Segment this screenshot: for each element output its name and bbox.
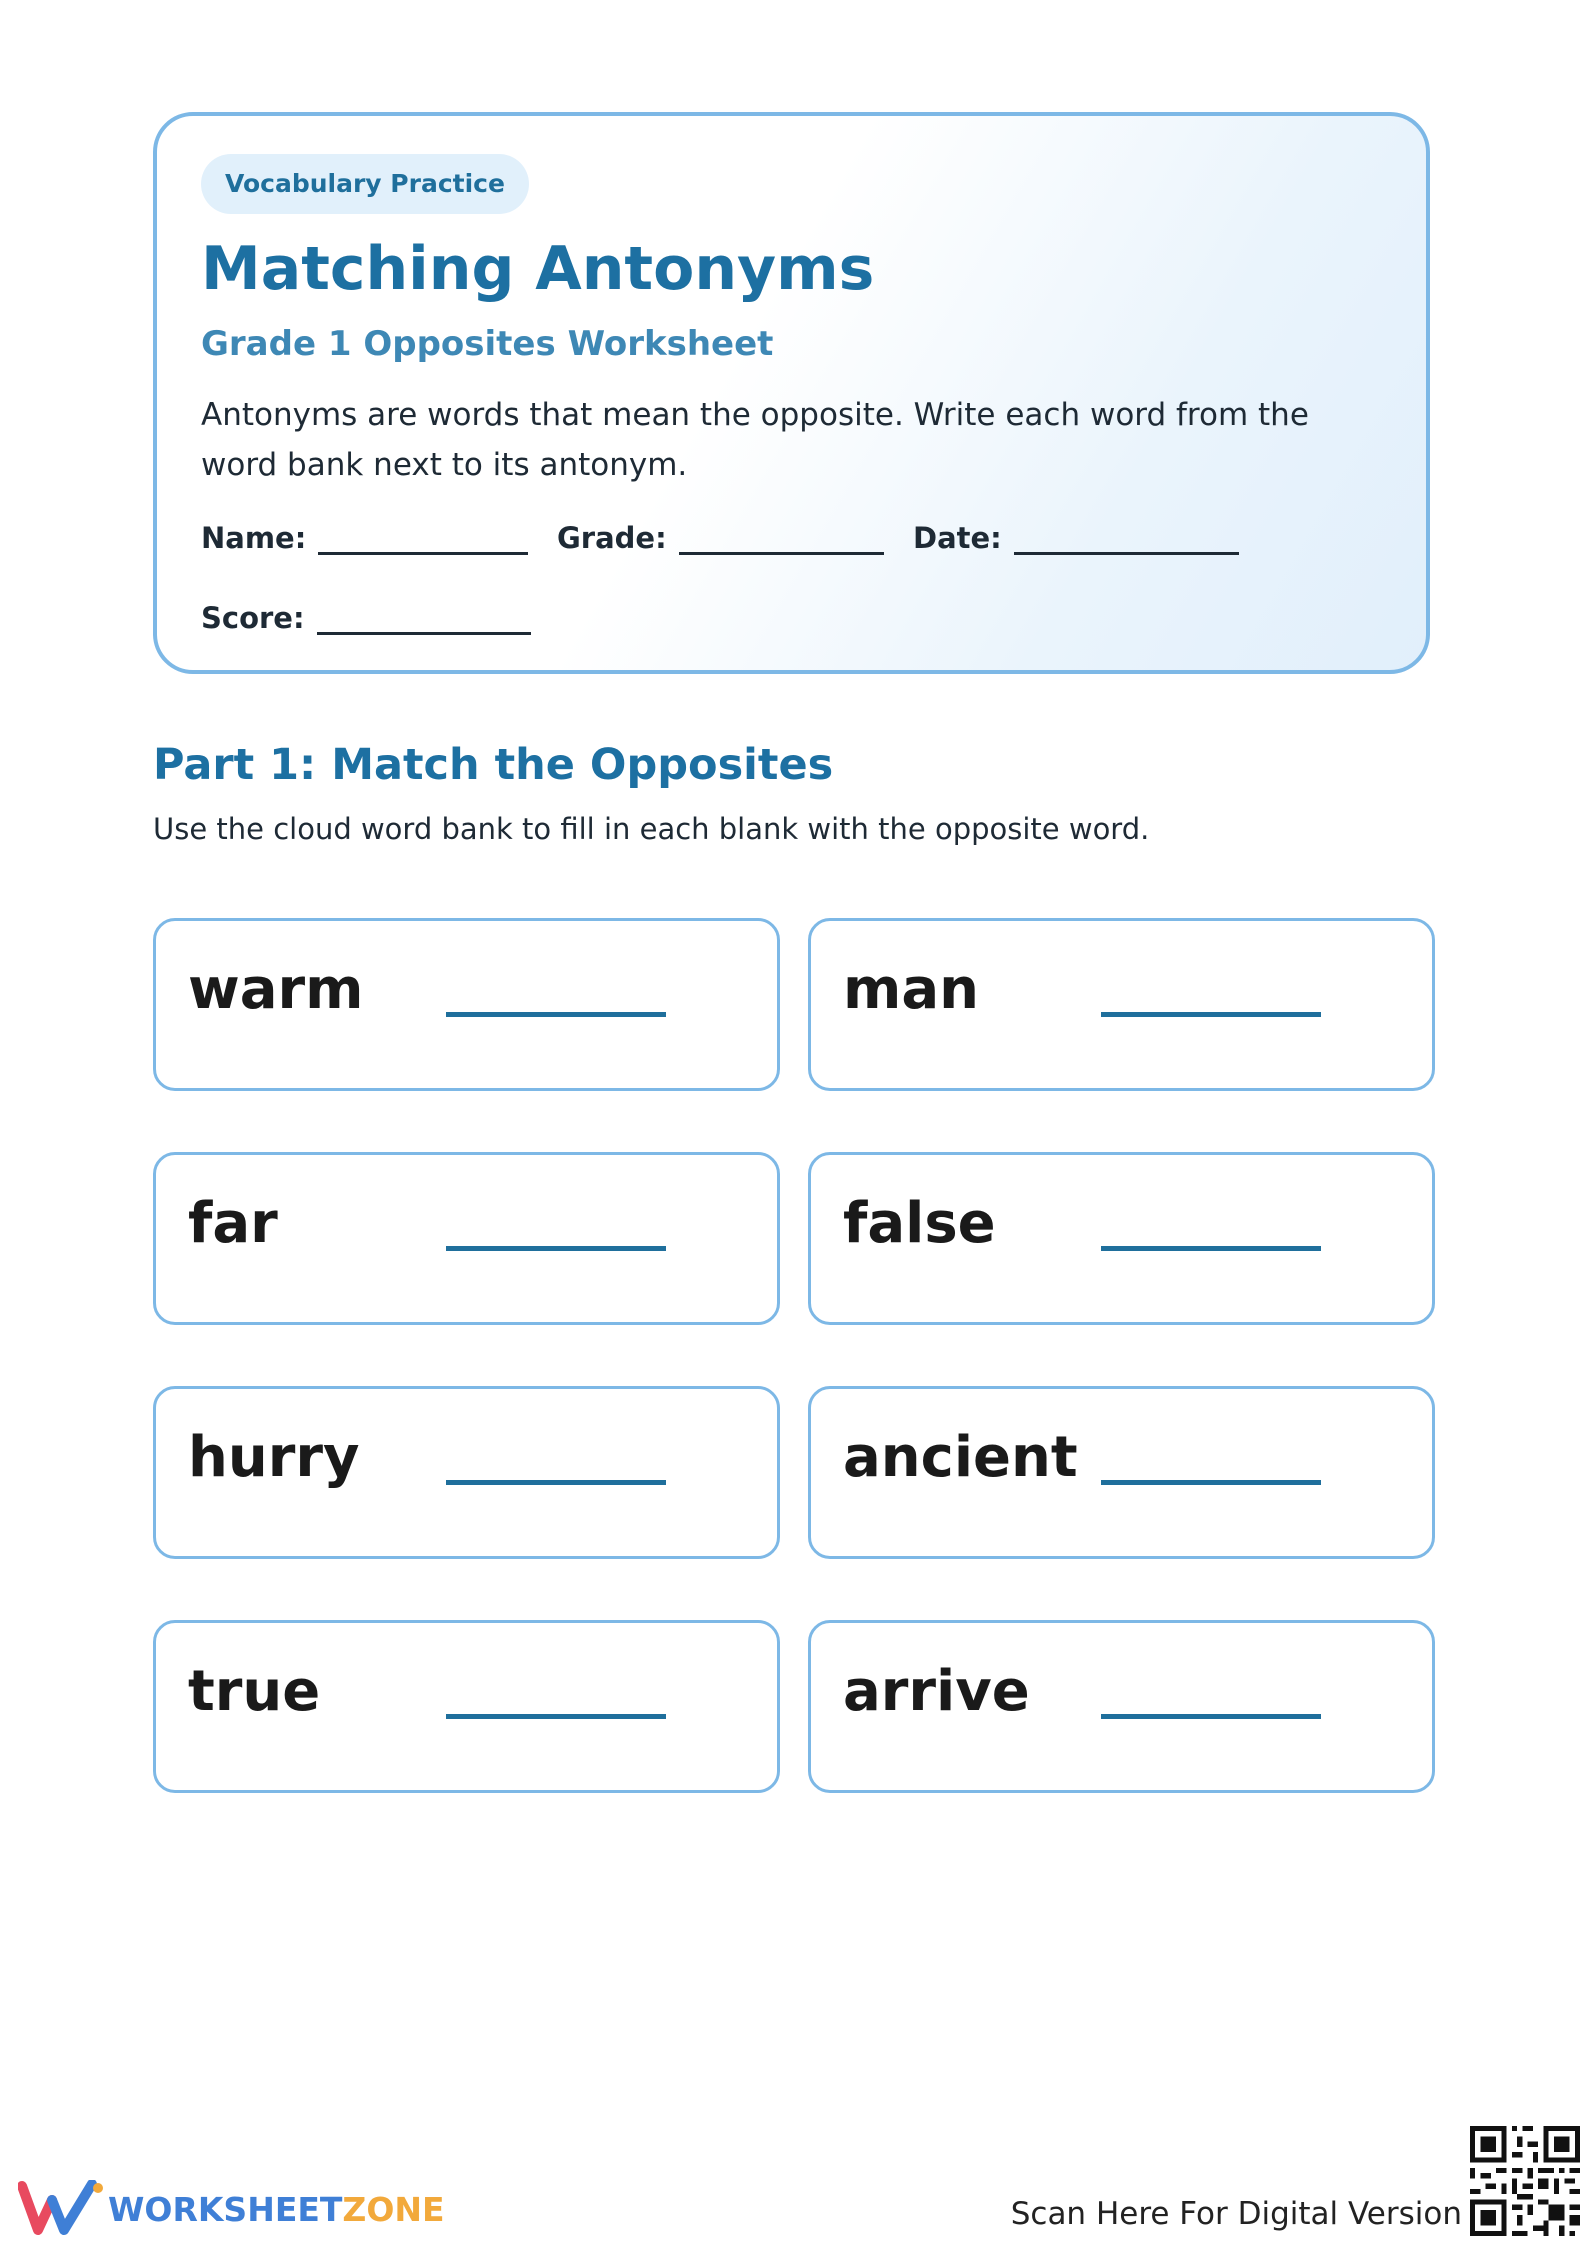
word-card <box>153 1620 780 1793</box>
grade-line[interactable] <box>679 522 884 555</box>
name-line[interactable] <box>318 522 528 555</box>
worksheet-header-card <box>153 112 1430 674</box>
word-card <box>153 918 780 1091</box>
brand-text-part2: ZONE <box>342 2190 445 2229</box>
word-card <box>153 1386 780 1559</box>
word-label: arrive <box>843 1659 1030 1724</box>
score-field <box>201 601 531 635</box>
category-badge: Vocabulary Practice <box>201 154 529 214</box>
word-label: man <box>843 957 980 1022</box>
name-label: Name: <box>201 521 307 555</box>
word-label: false <box>843 1191 996 1256</box>
score-label: Score: <box>201 601 305 635</box>
grade-label: Grade: <box>557 521 667 555</box>
answer-blank[interactable] <box>446 1246 666 1251</box>
answer-blank[interactable] <box>446 1480 666 1485</box>
answer-blank[interactable] <box>1101 1714 1321 1719</box>
brand-text-part1: WORKSHEET <box>108 2190 343 2229</box>
grade-field <box>557 521 884 555</box>
date-field <box>913 521 1239 555</box>
word-card <box>808 1152 1435 1325</box>
answer-blank[interactable] <box>1101 1012 1321 1017</box>
date-label: Date: <box>913 521 1002 555</box>
word-label: far <box>188 1191 278 1256</box>
word-card <box>808 1620 1435 1793</box>
word-card <box>153 1152 780 1325</box>
answer-blank[interactable] <box>446 1714 666 1719</box>
section-instructions: Use the cloud word bank to fill in each blank with the opposite word. <box>153 812 1150 846</box>
answer-blank[interactable] <box>446 1012 666 1017</box>
word-label: true <box>188 1659 321 1724</box>
answer-blank[interactable] <box>1101 1246 1321 1251</box>
score-line[interactable] <box>317 602 531 635</box>
qr-code-icon[interactable] <box>1470 2126 1580 2236</box>
word-label: ancient <box>843 1425 1078 1490</box>
scan-instruction: Scan Here For Digital Version <box>1010 2196 1462 2232</box>
word-label: warm <box>188 957 364 1022</box>
name-field <box>201 521 528 555</box>
intro-text: Antonyms are words that mean the opposite. Write each word from the word bank next to its antonym. <box>201 397 1309 483</box>
answer-blank[interactable] <box>1101 1480 1321 1485</box>
section-title: Part 1: Match the Opposites <box>153 740 834 790</box>
brand-logo-text <box>108 2190 445 2229</box>
w-logo-icon <box>18 2180 108 2236</box>
word-label: hurry <box>188 1425 360 1490</box>
word-card <box>808 918 1435 1091</box>
date-line[interactable] <box>1014 522 1239 555</box>
page-subtitle: Grade 1 Opposites Worksheet <box>201 324 774 364</box>
page-title: Matching Antonyms <box>201 234 875 304</box>
word-card <box>808 1386 1435 1559</box>
